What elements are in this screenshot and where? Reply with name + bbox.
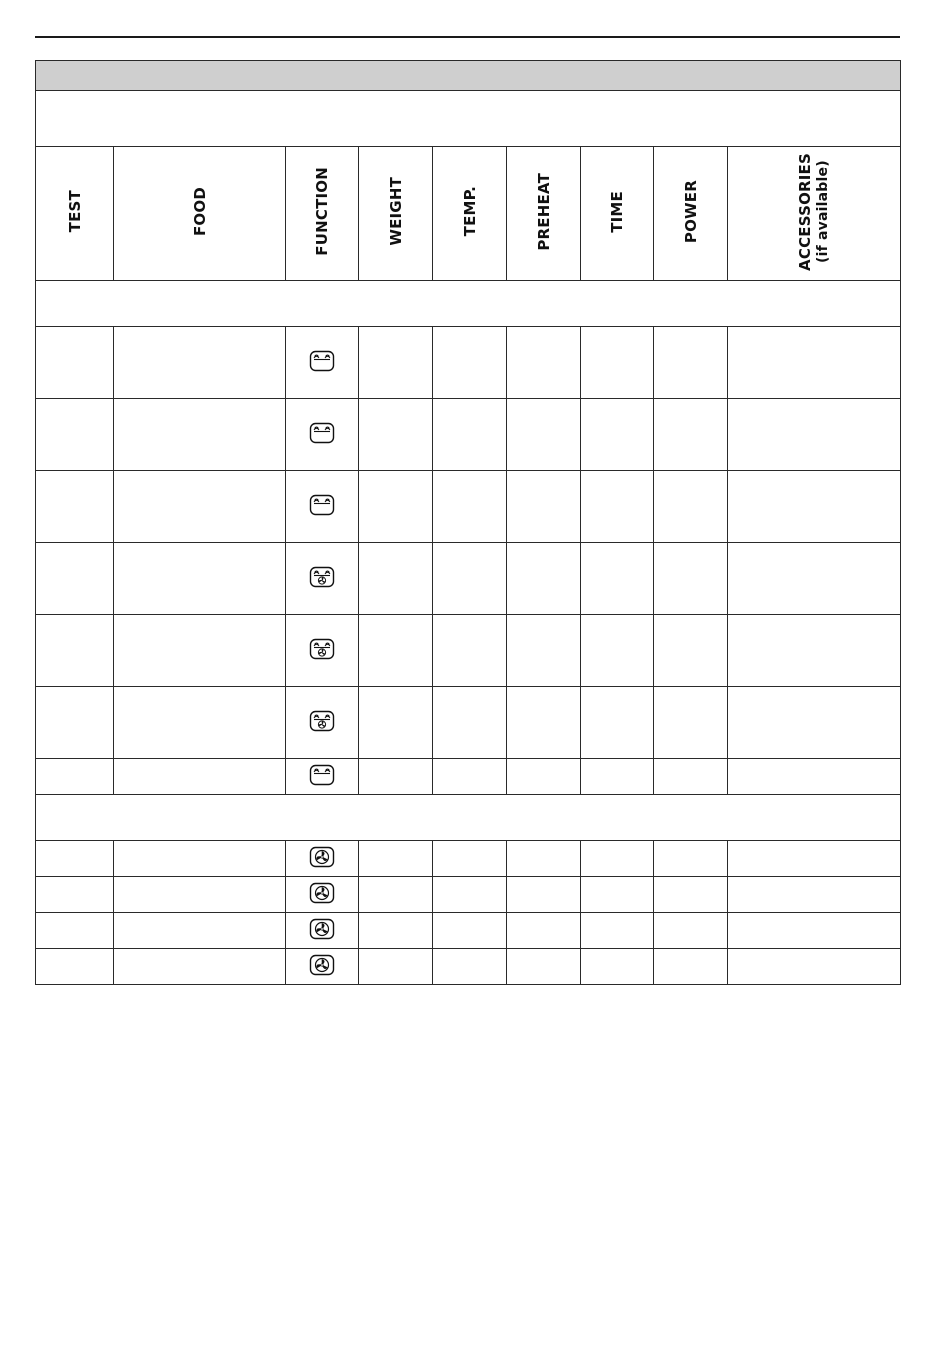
power-cell <box>654 913 728 949</box>
food-cell <box>114 399 286 471</box>
function-cell <box>286 471 359 543</box>
header-food <box>114 147 286 281</box>
preheat-cell <box>507 687 581 759</box>
grill-icon <box>309 494 335 516</box>
table-row <box>36 877 901 913</box>
time-cell <box>581 913 654 949</box>
time-cell <box>581 759 654 795</box>
forced-air-group <box>36 795 901 985</box>
table-row <box>36 949 901 985</box>
header-food-label: FOOD <box>190 186 209 236</box>
header-accessories <box>728 147 901 281</box>
power-cell <box>654 471 728 543</box>
grill-group <box>36 281 901 795</box>
temp-cell <box>433 543 507 615</box>
test-cell <box>36 327 114 399</box>
table-row <box>36 543 901 615</box>
table-row <box>36 841 901 877</box>
time-cell <box>581 471 654 543</box>
food-cell <box>114 877 286 913</box>
temp-cell <box>433 471 507 543</box>
table-row <box>36 399 901 471</box>
header-row <box>36 147 901 281</box>
function-cell <box>286 399 359 471</box>
temp-cell <box>433 877 507 913</box>
time-cell <box>581 543 654 615</box>
test-cell <box>36 877 114 913</box>
turbo-grill-icon <box>309 638 335 660</box>
food-cell <box>114 327 286 399</box>
food-cell <box>114 949 286 985</box>
function-cell <box>286 913 359 949</box>
test-cell <box>36 471 114 543</box>
weight-cell <box>359 841 433 877</box>
weight-cell <box>359 877 433 913</box>
function-cell <box>286 759 359 795</box>
grill-icon <box>309 350 335 372</box>
time-cell <box>581 949 654 985</box>
temp-cell <box>433 949 507 985</box>
forced-air-icon <box>309 846 335 868</box>
food-cell <box>114 615 286 687</box>
food-cell <box>114 471 286 543</box>
food-cell <box>114 759 286 795</box>
header-test <box>36 147 114 281</box>
turbo-grill-icon <box>309 710 335 732</box>
weight-cell <box>359 471 433 543</box>
food-cell <box>114 841 286 877</box>
header-test-label: TEST <box>65 190 84 233</box>
accessories-cell <box>728 399 901 471</box>
accessories-cell <box>728 841 901 877</box>
accessories-cell <box>728 615 901 687</box>
weight-cell <box>359 949 433 985</box>
function-cell <box>286 543 359 615</box>
time-cell <box>581 687 654 759</box>
preheat-cell <box>507 327 581 399</box>
time-cell <box>581 877 654 913</box>
table-row <box>36 327 901 399</box>
accessories-cell <box>728 759 901 795</box>
weight-cell <box>359 399 433 471</box>
accessories-cell <box>728 543 901 615</box>
power-cell <box>654 615 728 687</box>
table-row <box>36 759 901 795</box>
header-temp-label: TEMP. <box>460 186 479 237</box>
section-row <box>36 281 901 327</box>
weight-cell <box>359 687 433 759</box>
section-cell <box>36 795 901 841</box>
preheat-cell <box>507 615 581 687</box>
forced-air-icon <box>309 954 335 976</box>
header-temp <box>433 147 507 281</box>
food-cell <box>114 913 286 949</box>
section-row <box>36 795 901 841</box>
accessories-cell <box>728 877 901 913</box>
function-cell <box>286 877 359 913</box>
turbo-grill-icon <box>309 566 335 588</box>
power-cell <box>654 399 728 471</box>
function-cell <box>286 327 359 399</box>
title-bar-row <box>36 61 901 91</box>
title-bar <box>36 61 901 91</box>
accessories-cell <box>728 913 901 949</box>
header-preheat-label: PREHEAT <box>534 172 553 251</box>
header-time-label: TIME <box>608 190 626 233</box>
weight-cell <box>359 327 433 399</box>
accessories-title: ACCESSORIES <box>796 152 814 271</box>
function-cell <box>286 949 359 985</box>
power-cell <box>654 687 728 759</box>
test-cell <box>36 841 114 877</box>
test-cell <box>36 759 114 795</box>
header-function-label: FUNCTION <box>313 167 331 256</box>
temp-cell <box>433 841 507 877</box>
grill-icon <box>309 422 335 444</box>
power-cell <box>654 759 728 795</box>
weight-cell <box>359 913 433 949</box>
accessories-cell <box>728 949 901 985</box>
accessories-subtitle: (if available) <box>815 160 831 263</box>
time-cell <box>581 615 654 687</box>
header-weight-label: WEIGHT <box>386 177 405 246</box>
header-time <box>581 147 654 281</box>
forced-air-icon <box>309 882 335 904</box>
temp-cell <box>433 687 507 759</box>
time-cell <box>581 399 654 471</box>
header-accessories-label <box>796 153 832 271</box>
forced-air-icon <box>309 918 335 940</box>
time-cell <box>581 841 654 877</box>
accessories-cell <box>728 471 901 543</box>
power-cell <box>654 877 728 913</box>
test-cell <box>36 687 114 759</box>
test-cell <box>36 949 114 985</box>
table-row <box>36 687 901 759</box>
grill-icon <box>309 764 335 786</box>
temp-cell <box>433 327 507 399</box>
test-cell <box>36 913 114 949</box>
table-row <box>36 471 901 543</box>
test-cell <box>36 615 114 687</box>
preheat-cell <box>507 913 581 949</box>
header-function <box>286 147 359 281</box>
weight-cell <box>359 615 433 687</box>
test-cell <box>36 399 114 471</box>
temp-cell <box>433 615 507 687</box>
preheat-cell <box>507 399 581 471</box>
power-cell <box>654 949 728 985</box>
function-test-table <box>35 60 901 985</box>
function-cell <box>286 841 359 877</box>
temp-cell <box>433 759 507 795</box>
test-cell <box>36 543 114 615</box>
preheat-cell <box>507 949 581 985</box>
weight-cell <box>359 543 433 615</box>
food-cell <box>114 543 286 615</box>
accessories-cell <box>728 687 901 759</box>
function-cell <box>286 615 359 687</box>
table-row <box>36 913 901 949</box>
accessories-cell <box>728 327 901 399</box>
section-cell <box>36 281 901 327</box>
intro-row <box>36 91 901 147</box>
temp-cell <box>433 913 507 949</box>
header-power-label: POWER <box>681 179 700 244</box>
preheat-cell <box>507 471 581 543</box>
food-cell <box>114 687 286 759</box>
header-power <box>654 147 728 281</box>
temp-cell <box>433 399 507 471</box>
power-cell <box>654 543 728 615</box>
preheat-cell <box>507 841 581 877</box>
preheat-cell <box>507 543 581 615</box>
preheat-cell <box>507 877 581 913</box>
header-weight <box>359 147 433 281</box>
power-cell <box>654 841 728 877</box>
preheat-cell <box>507 759 581 795</box>
power-cell <box>654 327 728 399</box>
table-row <box>36 615 901 687</box>
header-preheat <box>507 147 581 281</box>
intro-cell <box>36 91 901 147</box>
top-rule <box>35 36 900 38</box>
function-cell <box>286 687 359 759</box>
weight-cell <box>359 759 433 795</box>
time-cell <box>581 327 654 399</box>
